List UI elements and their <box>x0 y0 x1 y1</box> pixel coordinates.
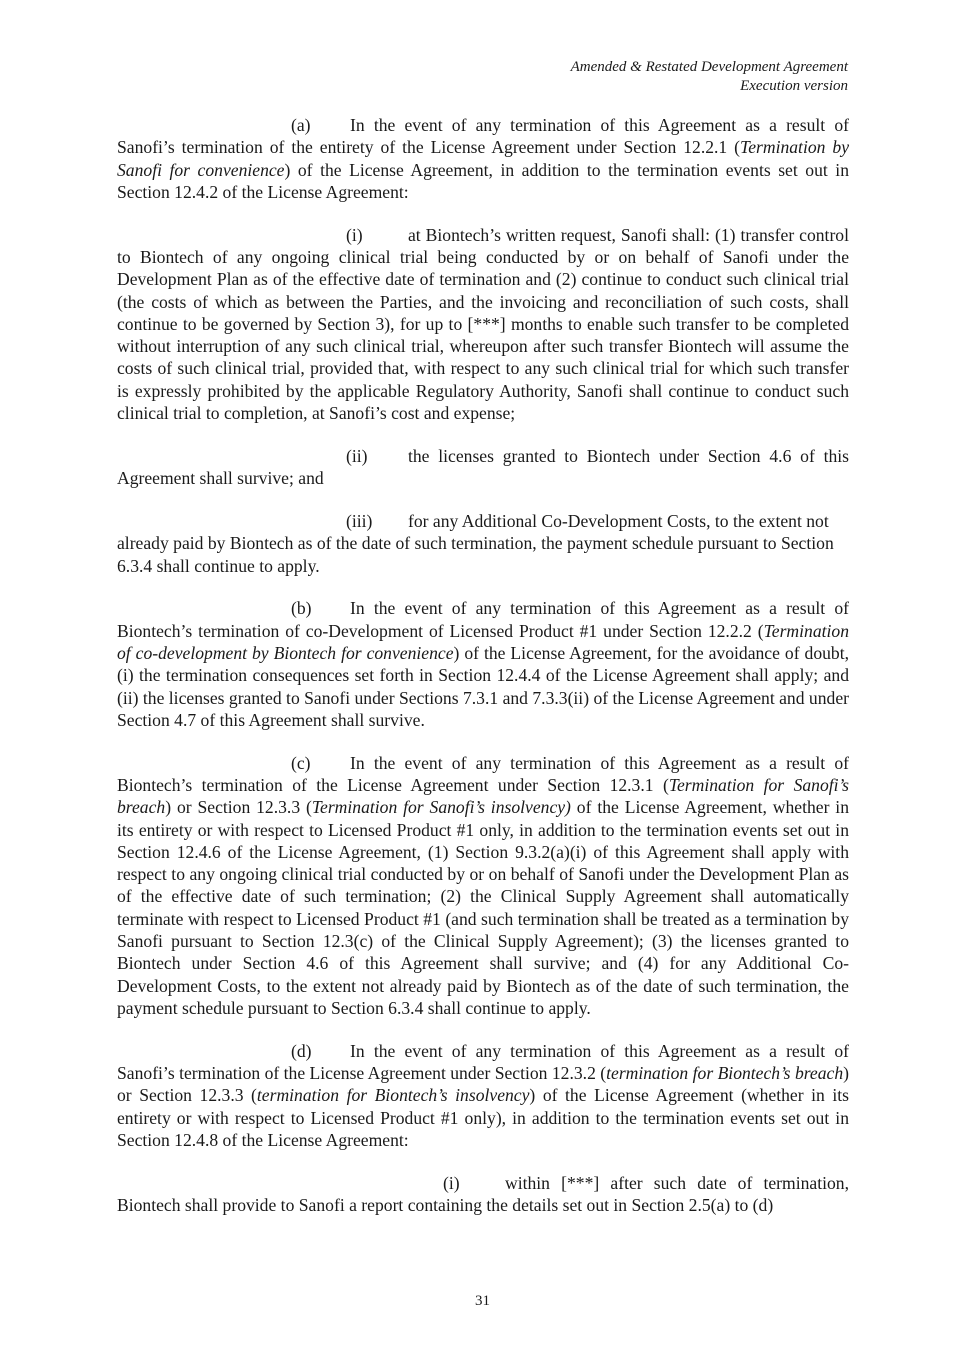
header-version: Execution version <box>740 78 848 94</box>
subclause-label: (iii) <box>346 510 373 531</box>
subclause-label: (i) <box>443 1172 460 1193</box>
clause-label: (b) <box>291 598 312 619</box>
page-number: 31 <box>475 1293 490 1309</box>
clause-a-ii: (ii) the licenses granted to Biontech under Section 4.6 of this Agreement shall survive; and <box>117 445 849 489</box>
document-body <box>117 114 849 1237</box>
clause-d-i: (i) within [***] after such date of termination, Biontech shall provide to Sanofi a report containing the details set out in Section 2.5(a) to (d) <box>117 1172 849 1215</box>
subclause-label: (ii) <box>346 445 368 466</box>
clause-a-i: (i) at Biontech’s written request, Sanofi shall: (1) transfer control to Biontech of any ongoing clinical trial being conducted by or on behalf of Sanofi under the Development Plan as of the effective date of termination and (2) continue to conduct such clinical trial (the costs of which as between the Parties, and the invoicing and reconciliation of such costs, shall continue to be governed by Section 3), for up to [***] months to enable such transfer to be completed without interruption of any such clinical trial, whereupon after such transfer Biontech will assume the costs of such clinical trial, provided that, with respect to any such clinical trial for which such transfer is expressly prohibited by the applicable Regulatory Authority, Sanofi shall continue to conduct such clinical trial to completion, at Sanofi’s cost and expense; <box>117 224 849 424</box>
clause-label: (d) <box>291 1040 312 1061</box>
clause-a-iii: (iii) for any Additional Co-Development Costs, to the extent not already paid by Biontech as of the date of such termination, the payment schedule pursuant to Section 6.3.4 shall continue to apply. <box>117 510 834 576</box>
document-header <box>571 58 848 96</box>
clause-label: (a) <box>291 115 311 135</box>
clause-b: (b) In the event of any termination of this Agreement as a result of Biontech’s termination of co-Development of Licensed Product #1 under Section 12.2.2 (Termination of co-development by Biontech for convenience) of the License Agreement, for the avoidance of doubt, (i) the termination consequences set forth in Section 12.4.4 of the License Agreement shall apply; and (ii) the licenses granted to Sanofi under Sections 7.3.1 and 7.3.3(ii) of the License Agreement and under Section 4.7 of this Agreement shall survive. <box>117 598 849 730</box>
clause-d: (d) In the event of any termination of this Agreement as a result of Sanofi’s termination of the License Agreement under Section 12.3.2 (termination for Biontech’s breach) or Section 12.3.3 (termination for Biontech’s insolvency) of the License Agreement (whether in its entirety or with respect to Licensed Product #1 only), in addition to the termination events set out in Section 12.4.8 of the License Agreement: <box>117 1040 849 1150</box>
clause-label: (c) <box>291 752 311 773</box>
clause-c: (c) In the event of any termination of this Agreement as a result of Biontech’s termination of the License Agreement under Section 12.3.1 (Termination for Sanofi’s breach) or Section 12.3.3 (Termination for Sanofi’s insolvency) of the License Agreement, whether in its entirety or with respect to Licensed Product #1 only, in addition to the termination events set out in Section 12.4.6 of the License Agreement, (1) Section 9.3.2(a)(i) of this Agreement shall apply with respect to any ongoing clinical trial conducted by or on behalf of Sanofi under the Development Plan as of the effective date of such termination; (2) the Clinical Supply Agreement shall automatically terminate with respect to Licensed Product #1 (and such termination shall be treated as a termination by Sanofi pursuant to Section 12.3(c) of the Clinical Supply Agreement); (3) the licenses granted to Biontech under Section 4.6 of this Agreement shall survive; and (4) for any Additional Co-Development Costs, to the extent not already paid by Biontech as of the date of such termination, the payment schedule pursuant to Section 6.3.4 shall continue to apply. <box>117 752 849 1018</box>
header-agreement-title: Amended & Restated Development Agreement <box>570 59 848 75</box>
subclause-label: (i) <box>346 224 363 245</box>
clause-a: (a) In the event of any termination of this Agreement as a result of Sanofi’s termination of the entirety of the License Agreement under Section 12.2.1 (Termination by Sanofi for convenience) of the License Agreement, in addition to the termination events set out in Section 12.4.2 of the License Agreement: <box>117 115 850 202</box>
